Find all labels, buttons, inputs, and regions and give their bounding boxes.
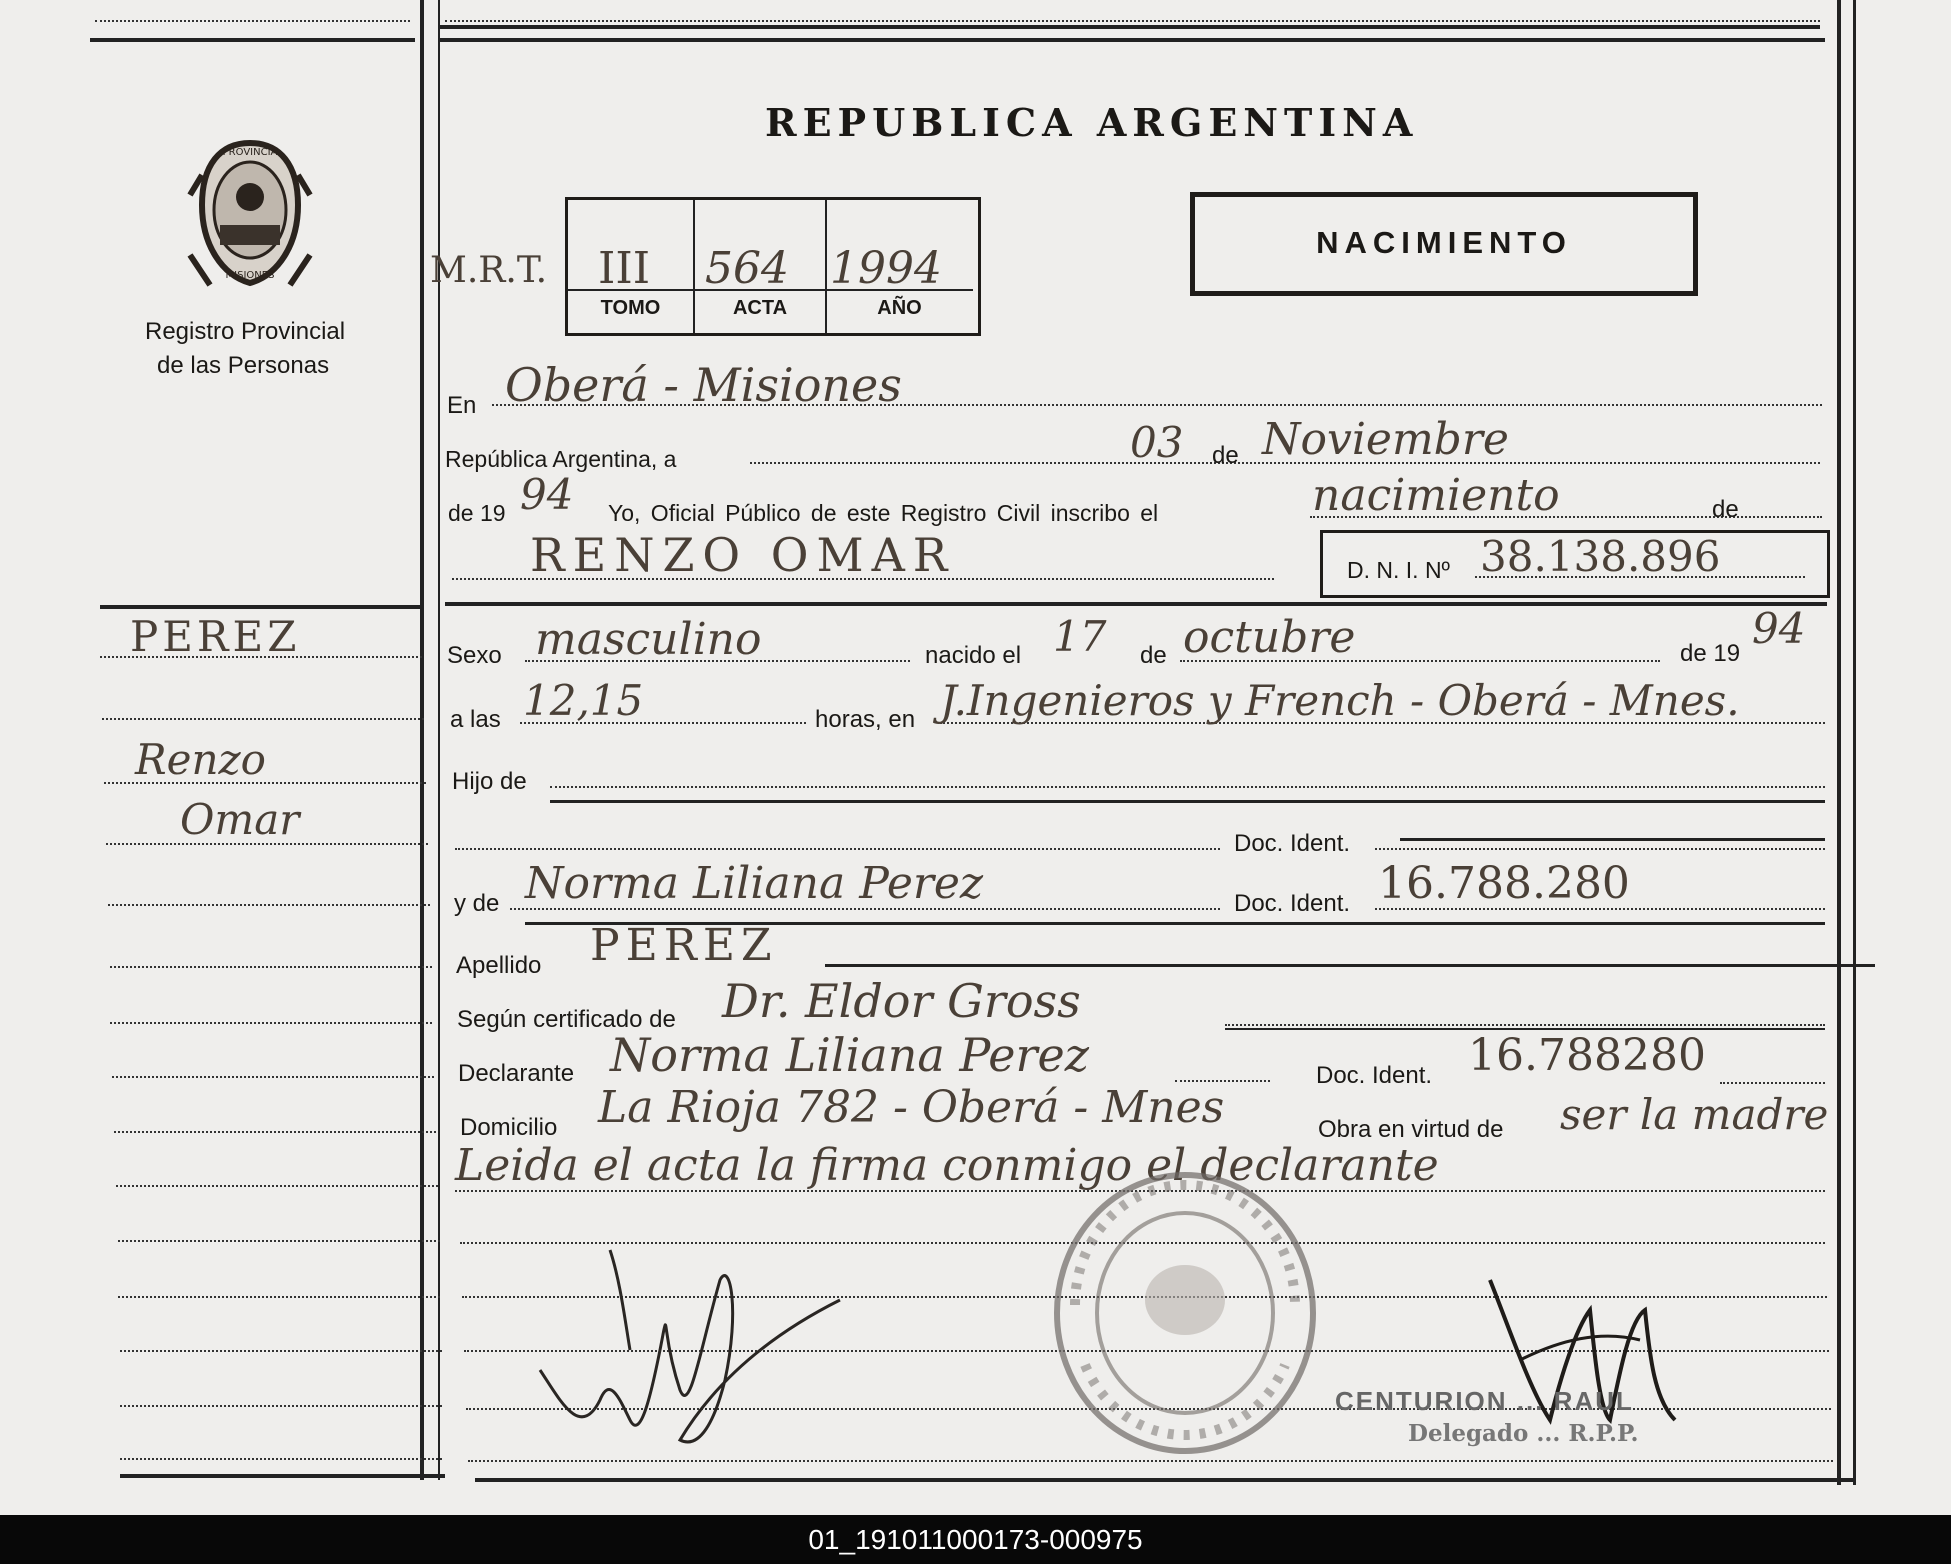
de-label-3: de — [1140, 642, 1167, 669]
declarante-value: Norma Liliana Perez — [610, 1028, 1089, 1082]
top-dotted-line-left — [95, 20, 410, 22]
right-border-outer — [1853, 0, 1856, 1485]
de19-label: de 19 — [448, 500, 506, 526]
hijo-line — [550, 786, 1825, 788]
top-dotted-line-right — [445, 20, 1820, 22]
sidebar-line — [110, 966, 432, 968]
certificate-type-label: NACIMIENTO — [1316, 225, 1572, 260]
record-anio-label: AÑO — [877, 297, 922, 319]
apellido-label: Apellido — [456, 952, 542, 979]
father-rule — [1400, 838, 1825, 841]
document-title: REPUBLICA ARGENTINA — [765, 100, 1419, 145]
hijo-label: Hijo de — [452, 768, 527, 795]
record-acta-label: ACTA — [732, 297, 788, 319]
birth-month-value: octubre — [1183, 612, 1356, 663]
yde-label: y de — [454, 890, 500, 917]
year-value: 94 — [520, 470, 574, 519]
father-doc-line — [1375, 848, 1825, 850]
domicilio-label: Domicilio — [460, 1114, 558, 1141]
top-rule-right — [440, 25, 1820, 29]
segun-label: Según certificado de — [457, 1006, 676, 1033]
declarante-label: Declarante — [458, 1060, 575, 1087]
dni-label: D. N. I. Nº — [1347, 557, 1450, 583]
record-acta-value: 564 — [705, 243, 789, 294]
en-label: En — [447, 392, 477, 419]
top-rule-left — [90, 38, 415, 42]
oficial-text: Yo, Oficial Público de este Registro Civil inscribo el — [608, 500, 1159, 526]
month-value: Noviembre — [1262, 414, 1509, 465]
apellido-value: PEREZ — [590, 920, 778, 971]
sidebar-line — [102, 718, 424, 720]
bottom-rule-left — [120, 1474, 445, 1478]
official-name-stamp: CENTURION ... RAUL — [1335, 1386, 1634, 1416]
declarante-doc-value: 16.788280 — [1468, 1030, 1706, 1081]
mother-name-value: Norma Liliana Perez — [525, 858, 984, 909]
de-label-2: de — [1712, 496, 1739, 523]
birth-day-value: 17 — [1053, 612, 1107, 661]
svg-text:PROVINCIA: PROVINCIA — [222, 147, 278, 158]
bottom-rule-right — [475, 1478, 1855, 1482]
sidebar-line — [120, 1458, 442, 1460]
sidebar-line — [108, 904, 430, 906]
provincial-coat-of-arms-seal — [180, 135, 320, 295]
sidebar-divider — [100, 605, 422, 609]
domicilio-value: La Rioja 782 - Oberá - Mnes — [598, 1082, 1225, 1133]
republica-label: República Argentina, a — [445, 446, 677, 472]
sidebar-line — [118, 1296, 440, 1298]
right-border — [1837, 0, 1841, 1485]
top-rule-right-2 — [440, 38, 1825, 42]
official-stamp-seal — [1045, 1165, 1325, 1465]
sidebar-line — [120, 1405, 442, 1407]
de19-label-2: de 19 — [1680, 640, 1741, 667]
scan-file-code: 01_191011000173-000975 — [808, 1524, 1143, 1555]
mother-doc-value: 16.788.280 — [1378, 858, 1630, 909]
place-value: J.Ingenieros y French - Oberá - Mnes. — [940, 676, 1740, 725]
declarante-doc-line — [1720, 1082, 1825, 1084]
official-title-stamp: Delegado ... R.P.P. — [1408, 1420, 1639, 1447]
registry-title-line1: Registro Provincial — [145, 318, 346, 345]
column-divider-inner — [438, 0, 440, 1480]
nacido-label: nacido el — [925, 642, 1022, 669]
obra-value: ser la madre — [1560, 1090, 1829, 1139]
birth-year-value: 94 — [1752, 604, 1806, 653]
sidebar-line — [116, 1185, 438, 1187]
day-value: 03 — [1130, 418, 1184, 467]
record-tomo-value: III — [598, 243, 651, 294]
de-label: de — [1212, 442, 1239, 469]
margin-note-first-name: Renzo — [135, 735, 266, 784]
time-value: 12,15 — [523, 676, 644, 725]
horas-label: horas, en — [815, 706, 916, 733]
sidebar-line — [114, 1131, 436, 1133]
child-name-value: RENZO OMAR — [530, 528, 956, 582]
record-tomo-label: TOMO — [600, 297, 661, 319]
act-value: nacimiento — [1312, 470, 1560, 521]
record-prefix: M.R.T. — [430, 250, 548, 291]
sexo-value: masculino — [535, 614, 762, 665]
sidebar-line — [112, 1076, 434, 1078]
margin-note-surname: PEREZ — [130, 612, 301, 661]
sidebar-line — [118, 1240, 440, 1242]
section-rule — [445, 602, 1827, 606]
sidebar-line — [110, 1022, 432, 1024]
svg-text:MISIONES: MISIONES — [225, 270, 275, 281]
hijo-rule — [550, 800, 1825, 803]
en-value: Oberá - Misiones — [505, 358, 902, 412]
certificado-value: Dr. Eldor Gross — [722, 974, 1081, 1028]
declarant-signature — [530, 1200, 850, 1460]
doc-ident-label-2: Doc. Ident. — [1234, 890, 1351, 917]
record-anio-value: 1994 — [830, 243, 942, 294]
sidebar-line — [120, 1350, 442, 1352]
alas-label: a las — [450, 706, 501, 733]
doc-ident-label-3: Doc. Ident. — [1316, 1062, 1433, 1089]
doc-ident-label: Doc. Ident. — [1234, 830, 1351, 857]
sexo-label: Sexo — [447, 642, 502, 669]
column-divider — [420, 0, 424, 1480]
father-line — [455, 848, 1220, 850]
registry-title-line2: de las Personas — [157, 352, 330, 379]
margin-note-second-name: Omar — [180, 795, 300, 844]
obra-label: Obra en virtud de — [1318, 1116, 1504, 1143]
certificado-line — [1225, 1024, 1825, 1026]
dni-value: 38.138.896 — [1480, 532, 1721, 581]
leida-value: Leida el acta la firma conmigo el declarante — [455, 1140, 1439, 1191]
apellido-rule — [825, 964, 1875, 967]
